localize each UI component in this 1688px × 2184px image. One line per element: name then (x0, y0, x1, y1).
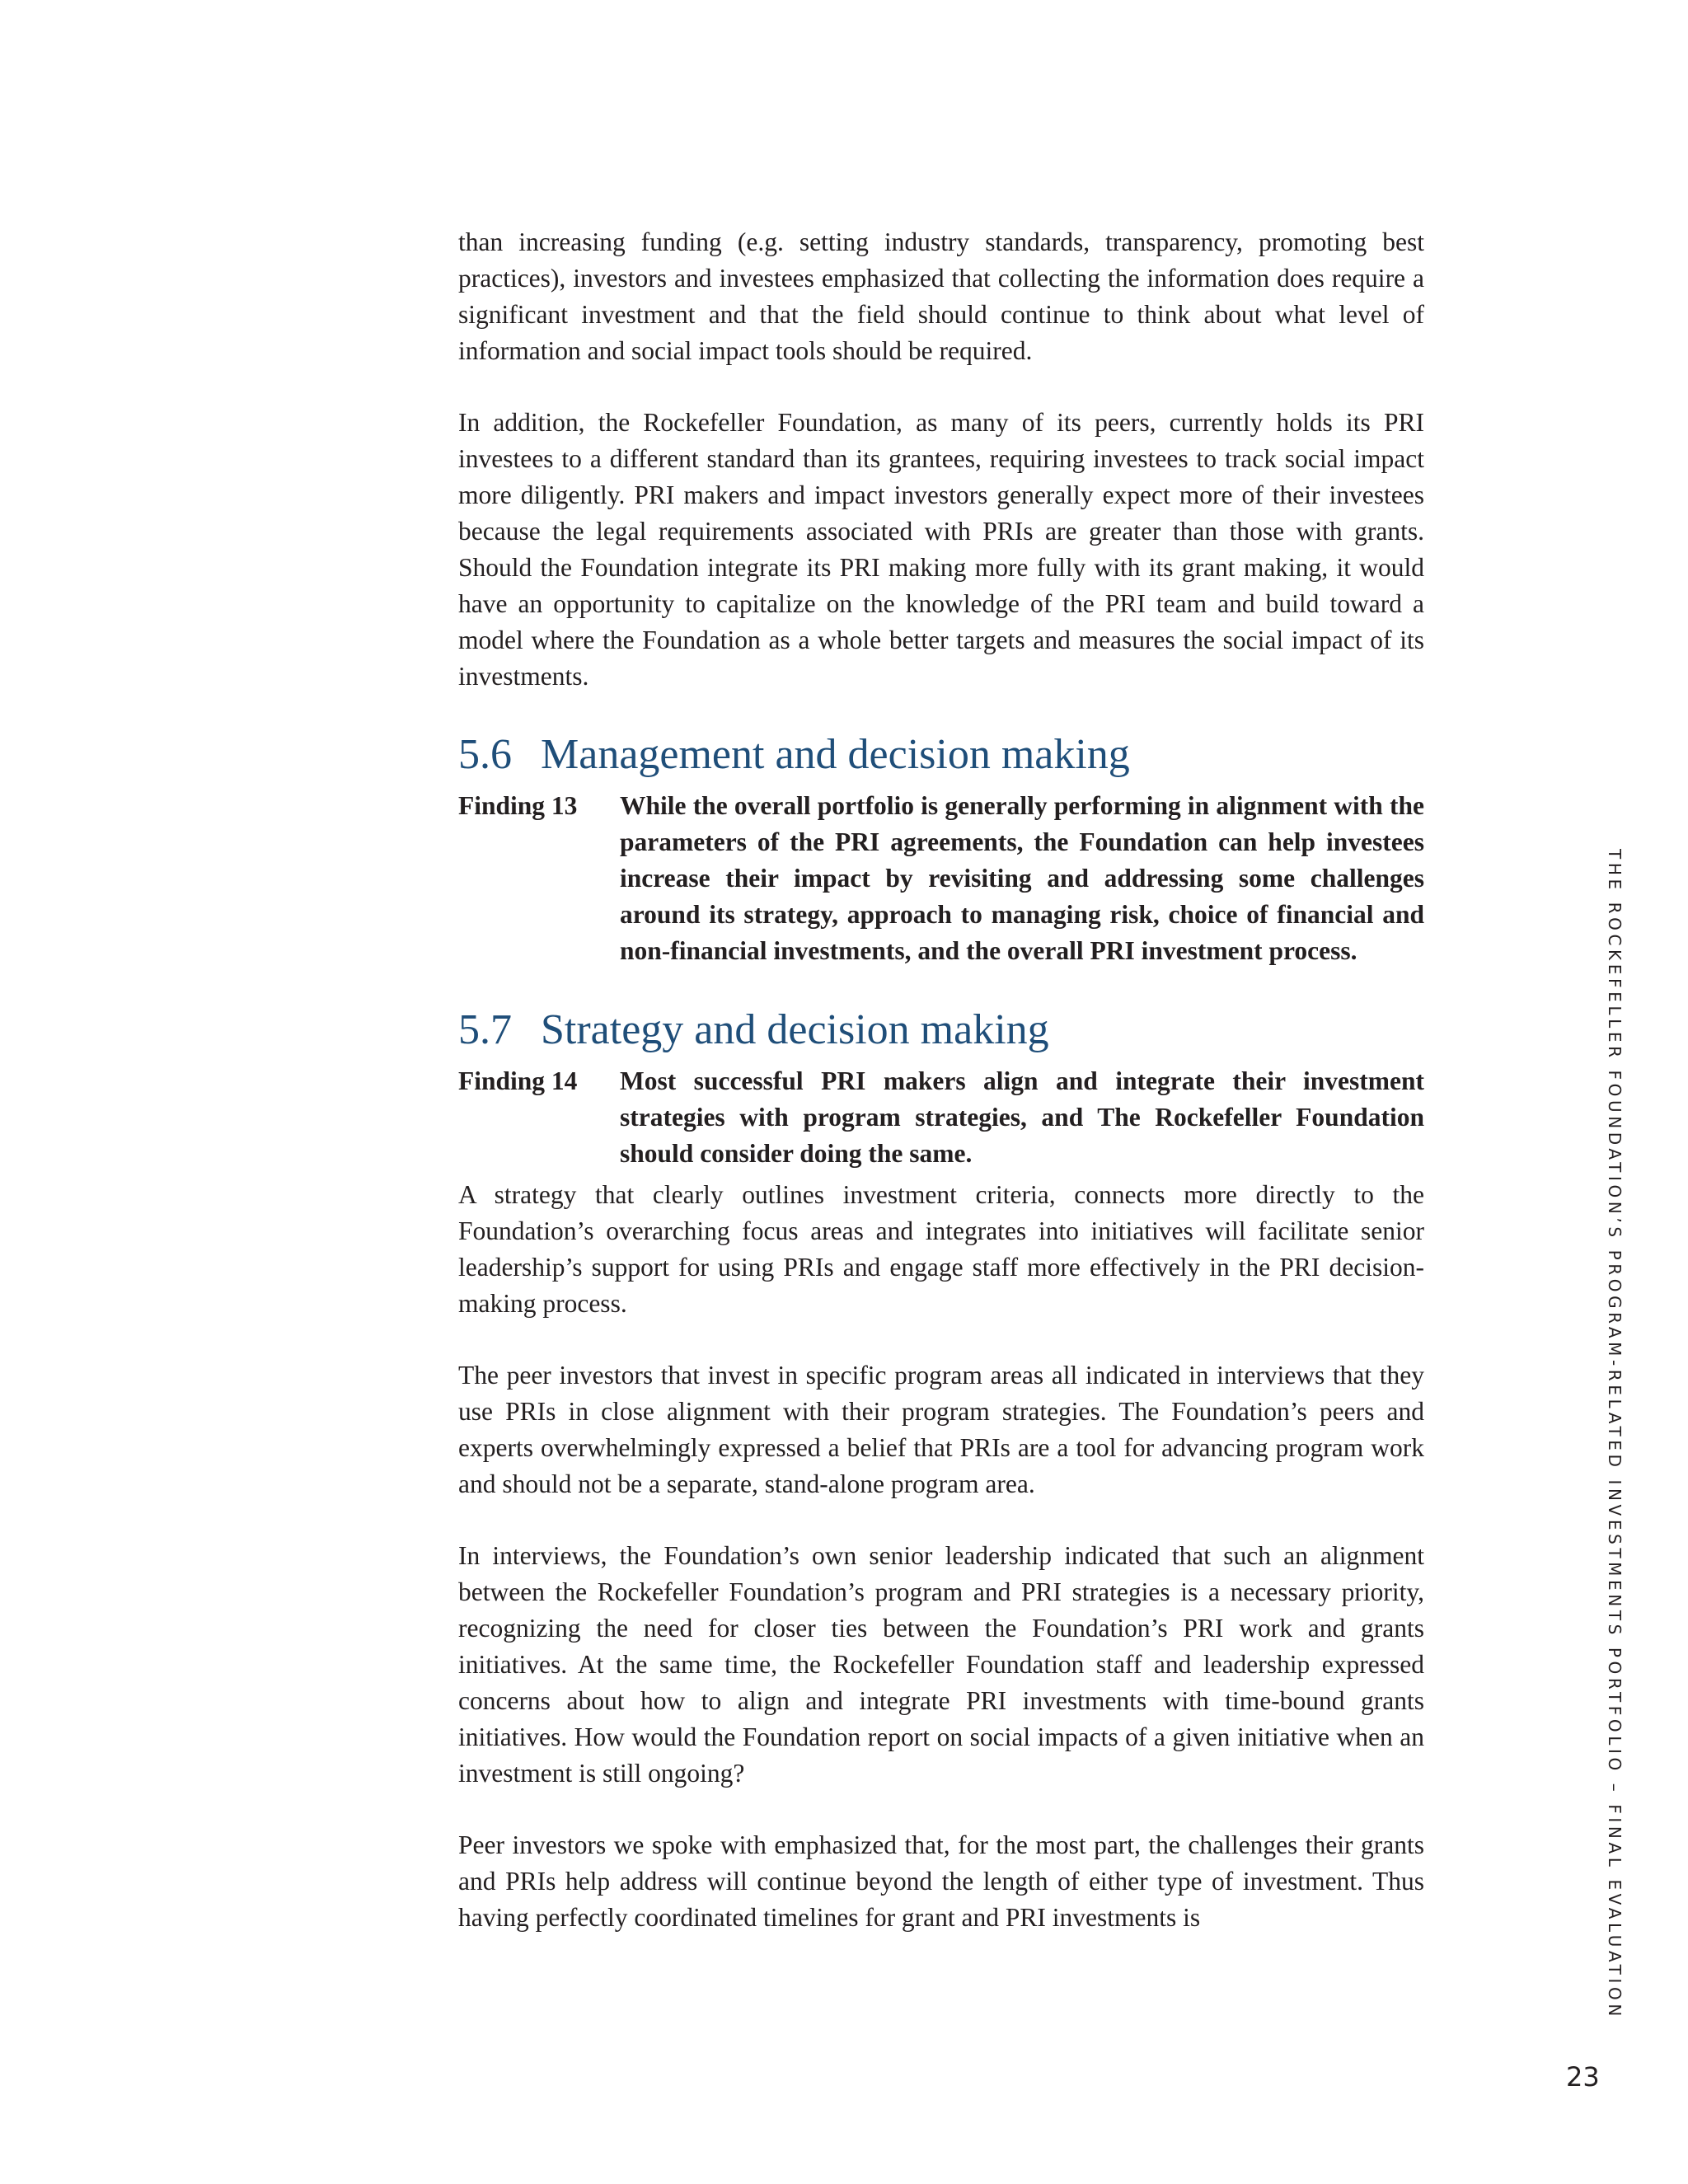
paragraph-interviews: In interviews, the Foundation’s own senior leadership indicated that such an alignment between the Rockefeller Foundation’s program and PRI strategies is a necessary priority, recognizing the need for closer ties between the Foundation’s PRI work and grants initiatives. At the same time, the Rockefeller Foundation staff and leadership expressed concerns about how to align and integrate PRI investments with time-bound grants initiatives. How would the Foundation report on social impacts of a given initiative when an investment is still ongoing? (458, 1541, 1424, 1788)
section-heading-5-6 (458, 730, 1424, 780)
finding-label: Finding 14 (458, 1066, 578, 1095)
section-title: Management and decision making (541, 731, 1130, 778)
finding-14 (458, 1063, 1424, 1172)
finding-text: While the overall portfolio is generally performing in alignment with the parameters of the PRI agreements, the Foundation can help investees increase their impact by revisiting and addressing some challenges around its strategy, approach to managing risk, choice of financial and non-financial investments, and the overall PRI investment process. (620, 791, 1424, 965)
finding-13 (458, 788, 1424, 969)
paragraph-timelines: Peer investors we spoke with emphasized that, for the most part, the challenges their grants and PRIs help address will continue beyond the length of either type of investment. Thus having perfectly coordinated timelines for grant and PRI investments is (458, 1830, 1424, 1932)
section-number: 5.6 (458, 731, 512, 778)
paragraph-strategy: A strategy that clearly outlines investment criteria, connects more directly to the Foundation’s overarching focus areas and integrates into initiatives will facilitate senior leadership’s support for using PRIs and engage staff more effectively in the PRI decision-making process. (458, 1180, 1424, 1318)
paragraph-standards: In addition, the Rockefeller Foundation, as many of its peers, currently holds its PRI investees to a different standard than its grantees, requiring investees to track social impact more diligently. PRI makers and impact investors generally expect more of their investees because the legal requirements associated with PRIs are greater than those with grants. Should the Foundation integrate its PRI making more fully with its grant making, it would have an opportunity to capitalize on the knowledge of the PRI team and build toward a model where the Foundation as a whole better targets and measures the social impact of its investments. (458, 408, 1424, 691)
section-number: 5.7 (458, 1006, 512, 1053)
paragraph-peer-investors: The peer investors that invest in specific program areas all indicated in interviews that they use PRIs in close alignment with their program strategies. The Foundation’s peers and experts overwhelmingly expressed a belief that PRIs are a tool for advancing program work and should not be a separate, stand-alone program area. (458, 1361, 1424, 1498)
finding-label: Finding 13 (458, 791, 578, 820)
page-number: 23 (1566, 2061, 1600, 2093)
section-heading-5-7 (458, 1005, 1424, 1055)
main-column (458, 224, 1424, 1971)
finding-text: Most successful PRI makers align and integrate their investment strategies with program strategies, and The Rockefeller Foundation should consider doing the same. (620, 1066, 1424, 1168)
section-title: Strategy and decision making (541, 1006, 1049, 1053)
paragraph-continued: than increasing funding (e.g. setting industry standards, transparency, promoting best practices), investors and investees emphasized that collecting the information does require a significant investment and that the field should continue to think about what level of information and social impact tools should be required. (458, 227, 1424, 365)
running-title: THE ROCKEFELLER FOUNDATION’S PROGRAM-RELATED INVESTMENTS PORTFOLIO – FINAL EVALUATION (1605, 849, 1625, 2020)
